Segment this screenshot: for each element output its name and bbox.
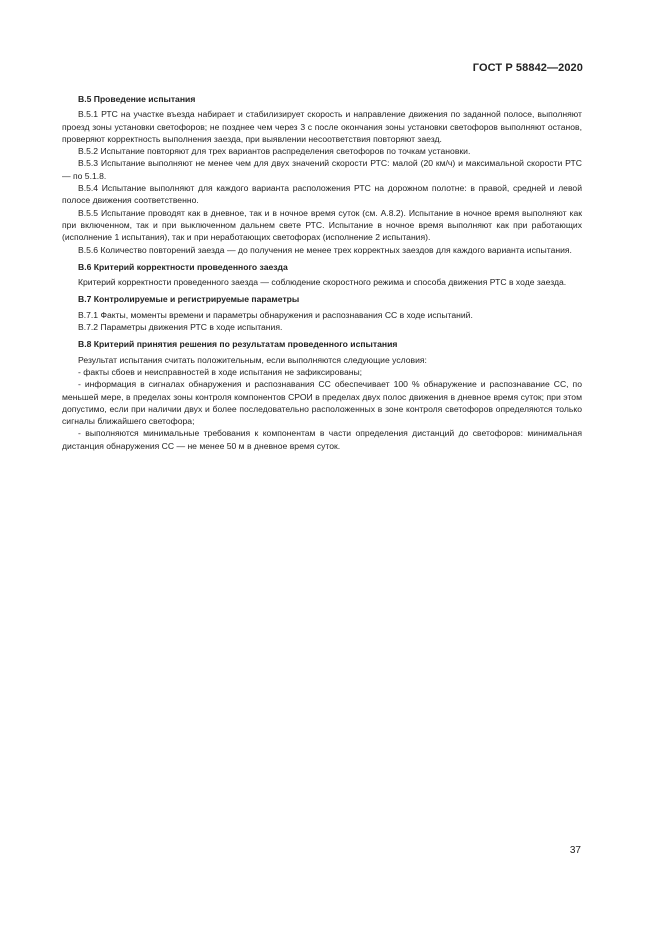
section-b6 xyxy=(62,261,582,289)
list-item-min-requirements: - выполняются минимальные требования к компонентам в части определения дистанций до светофоров: минимальная дистанция обнаружения СС — не менее 50 м в дневное время суток. xyxy=(62,428,582,451)
section-title: В.7 Контролируемые и регистрируемые параметры xyxy=(78,294,300,305)
paragraph-b7-2: В.7.2 Параметры движения РТС в ходе испытания. xyxy=(78,322,283,333)
paragraph-b8-intro: Результат испытания считать положительным, если выполняются следующие условия: xyxy=(78,354,427,365)
paragraph-b5-3: В.5.3 Испытание выполняют не менее чем для двух значений скорости РТС: малой (20 км/ч) и максимальной скорости РТС — по 5.1.8. xyxy=(62,158,582,181)
paragraph-b5-1: В.5.1 РТС на участке въезда набирает и стабилизирует скорость и направление движения по заданной полосе, выполняют проезд зоны установки светофоров; не позднее чем через 3 с после окончания зоны установки светофоров выполняют останов, проверяют корректность выполнения заезда, при выявлении несоответствия повторяют заезд. xyxy=(62,109,582,144)
section-b5 xyxy=(62,93,582,256)
paragraph-b5-5: В.5.5 Испытание проводят как в дневное, так и в ночное время суток (см. А.8.2). Испытание в ночное время выполняют как при включенном, так и при выключенном дальнем свете РТС. Испытание в ночное время выполняют как при работающих (исполнение 1 испытания), так и при неработающих светофорах (исполнение 2 испытания). xyxy=(62,207,582,243)
paragraph-b7-1: В.7.1 Факты, моменты времени и параметры обнаружения и распознавания СС в ходе испытаний. xyxy=(78,309,473,320)
section-b8 xyxy=(62,338,582,452)
paragraph-b5-4: В.5.4 Испытание выполняют для каждого варианта расположения РТС на дорожном полотне: в правой, средней и левой полосе движения соответственно. xyxy=(62,183,582,206)
section-title: В.6 Критерий корректности проведенного заезда xyxy=(78,261,288,272)
document-code: ГОСТ Р 58842—2020 xyxy=(472,62,583,74)
paragraph-b5-2: В.5.2 Испытание повторяют для трех вариантов распределения светофоров по точкам установки. xyxy=(78,146,471,157)
page-number: 37 xyxy=(569,845,581,856)
section-title: В.8 Критерий принятия решения по результатам проведенного испытания xyxy=(78,339,398,350)
paragraph-b5-6: В.5.6 Количество повторений заезда — до получения не менее трех корректных заездов для каждого варианта испытания. xyxy=(78,244,572,255)
document-body xyxy=(62,93,582,457)
section-b7 xyxy=(62,293,582,333)
list-item-no-failures: - факты сбоев и неисправностей в ходе испытания не зафиксированы; xyxy=(78,366,363,377)
paragraph-b6: Критерий корректности проведенного заезда — соблюдение скоростного режима и способа движения РТС в ходе заезда. xyxy=(78,277,567,288)
section-title: В.5 Проведение испытания xyxy=(78,94,196,104)
list-item-detection: - информация в сигналах обнаружения и распознавания СС обеспечивает 100 % обнаружение и распознавание СС, по меньшей мере, в пределах зоны контроля компонентов СРОИ в пределах двух полос движения в дневное время суток; при этом допустимо, если при наличии двух и более последовательно расположенных в зоне контроля светофоров определяются только сигналы ближайшего светофора; xyxy=(62,379,582,427)
